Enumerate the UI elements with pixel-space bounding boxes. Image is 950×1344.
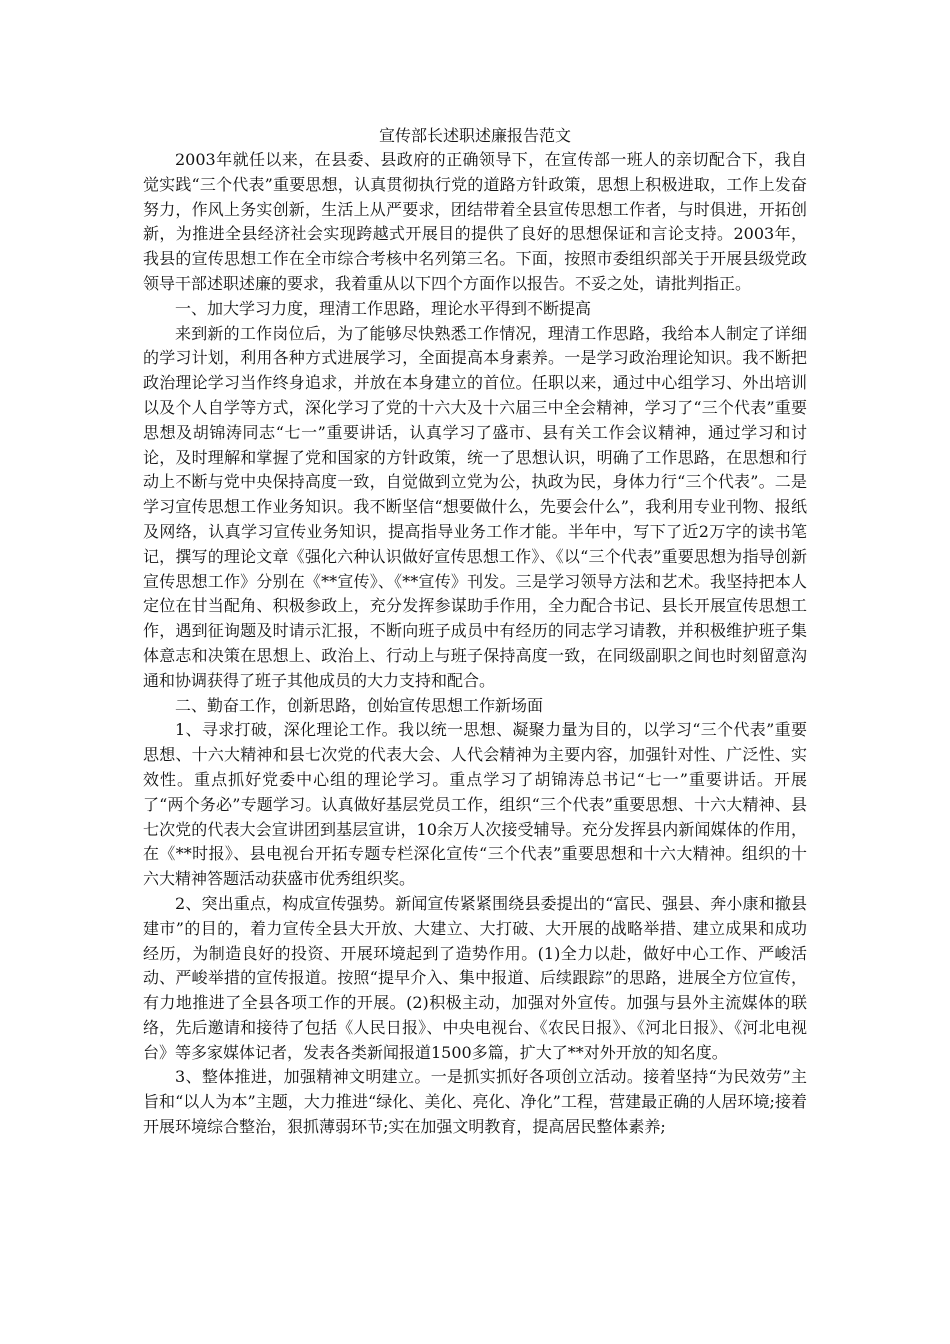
section-1-heading: 一、加大学习力度，理清工作思路，理论水平得到不断提高	[175, 298, 592, 318]
section-2-heading: 二、勤奋工作，创新思路，创始宣传思想工作新场面	[175, 695, 544, 715]
section-1-paragraph: 来到新的工作岗位后，为了能够尽快熟悉工作情况，理清工作思路，我给本人制定了详细的学习计划，利用各种方式进展学习，全面提高本身素养。一是学习政治理论知识。我不断把政治理论学习当作终身追求，并放在本身建立的首位。任职以来，通过中心组学习、外出培训以及个人自学等方式，深化学习了党的十六大及十六届三中全会精神，学习了“三个代表”重要思想及胡锦涛同志“七一”重要讲话，认真学习了盛市、县有关工作会议精神，通过学习和讨论，及时理解和掌握了党和国家的方针政策，统一了思想认识，明确了工作思路，在思想和行动上不断与党中央保持高度一致，自觉做到立党为公，执政为民，身体力行“三个代表”。二是学习宣传思想工作业务知识。我不断坚信“想要做什么，先要会什么”，我利用专业刊物、报纸及网络，认真学习宣传业务知识，提高指导业务工作才能。半年中，写下了近2万字的读书笔记，撰写的理论文章《强化六种认识做好宣传思想工作》、《以“三个代表”重要思想为指导创新宣传思想工作》分别在《**宣传》、《**宣传》刊发。三是学习领导方法和艺术。我坚持把本人定位在甘当配角、积极参政上，充分发挥参谋助手作用，全力配合书记、县长开展宣传思想工作，遇到征询题及时请示汇报，不断向班子成员中有经历的同志学习请教，并积极维护班子集体意志和决策在思想上、政治上、行动上与班子保持高度一致，在同级副职之间也时刻留意沟通和协调获得了班子其他成员的大力支持和配合。	[143, 323, 807, 690]
section-2-item-3-paragraph: 3、整体推进，加强精神文明建立。一是抓实抓好各项创立活动。接着坚持“为民效劳”主旨和“以人为本”主题，大力推进“绿化、美化、亮化、净化”工程，营建最正确的人居环境;接着开展环境综合整治，狠抓薄弱环节;实在加强文明教育，提高居民整体素养;	[143, 1067, 807, 1137]
document-title: 宣传部长述职述廉报告范文	[378, 126, 571, 145]
section-2-item-1-paragraph: 1、寻求打破，深化理论工作。我以统一思想、凝聚力量为目的，以学习“三个代表”重要思想、十六大精神和县七次党的代表大会、人代会精神为主要内容，加强针对性、广泛性、实效性。重点抓好党委中心组的理论学习。重点学习了胡锦涛总书记“七一”重要讲话。开展了“两个务必”专题学习。认真做好基层党员工作，组织“三个代表”重要思想、十六大精神、县七次党的代表大会宣讲团到基层宣讲，10余万人次接受辅导。充分发挥县内新闻媒体的作用，在《**时报》、县电视台开拓专题专栏深化宣传“三个代表”重要思想和十六大精神。组织的十六大精神答题活动获盛市优秀组织奖。	[143, 720, 807, 889]
section-2-item-2-paragraph: 2、突出重点，构成宣传强势。新闻宣传紧紧围绕县委提出的“富民、强县、奔小康和撤县建市”的目的，着力宣传全县大开放、大建立、大打破、大开展的战略举措、建立成果和成功经历，为制造良好的投资、开展环境起到了造势作用。(1)全力以赴，做好中心工作、严峻活动、严峻举措的宣传报道。按照“提早介入、集中报道、后续跟踪”的思路，进展全方位宣传，有力地推进了全县各项工作的开展。(2)积极主动，加强对外宣传。加强与县外主流媒体的联络，先后邀请和接待了包括《人民日报》、中央电视台、《农民日报》、《河北日报》、《河北电视台》等多家媒体记者，发表各类新闻报道1500多篇，扩大了**对外开放的知名度。	[143, 893, 807, 1062]
document-page	[143, 124, 807, 1140]
intro-paragraph: 2003年就任以来，在县委、县政府的正确领导下，在宣传部一班人的亲切配合下，我自觉实践“三个代表”重要思想，认真贯彻执行党的道路方针政策，思想上积极进取，工作上发奋努力，作风上务实创新，生活上从严要求，团结带着全县宣传思想工作者，与时俱进，开拓创新，为推进全县经济社会实现跨越式开展目的提供了良好的思想保证和言论支持。2003年，我县的宣传思想工作在全市综合考核中名列第三名。下面，按照市委组织部关于开展县级党政领导干部述职述廉的要求，我着重从以下四个方面作以报告。不妥之处，请批判指正。	[143, 150, 807, 293]
